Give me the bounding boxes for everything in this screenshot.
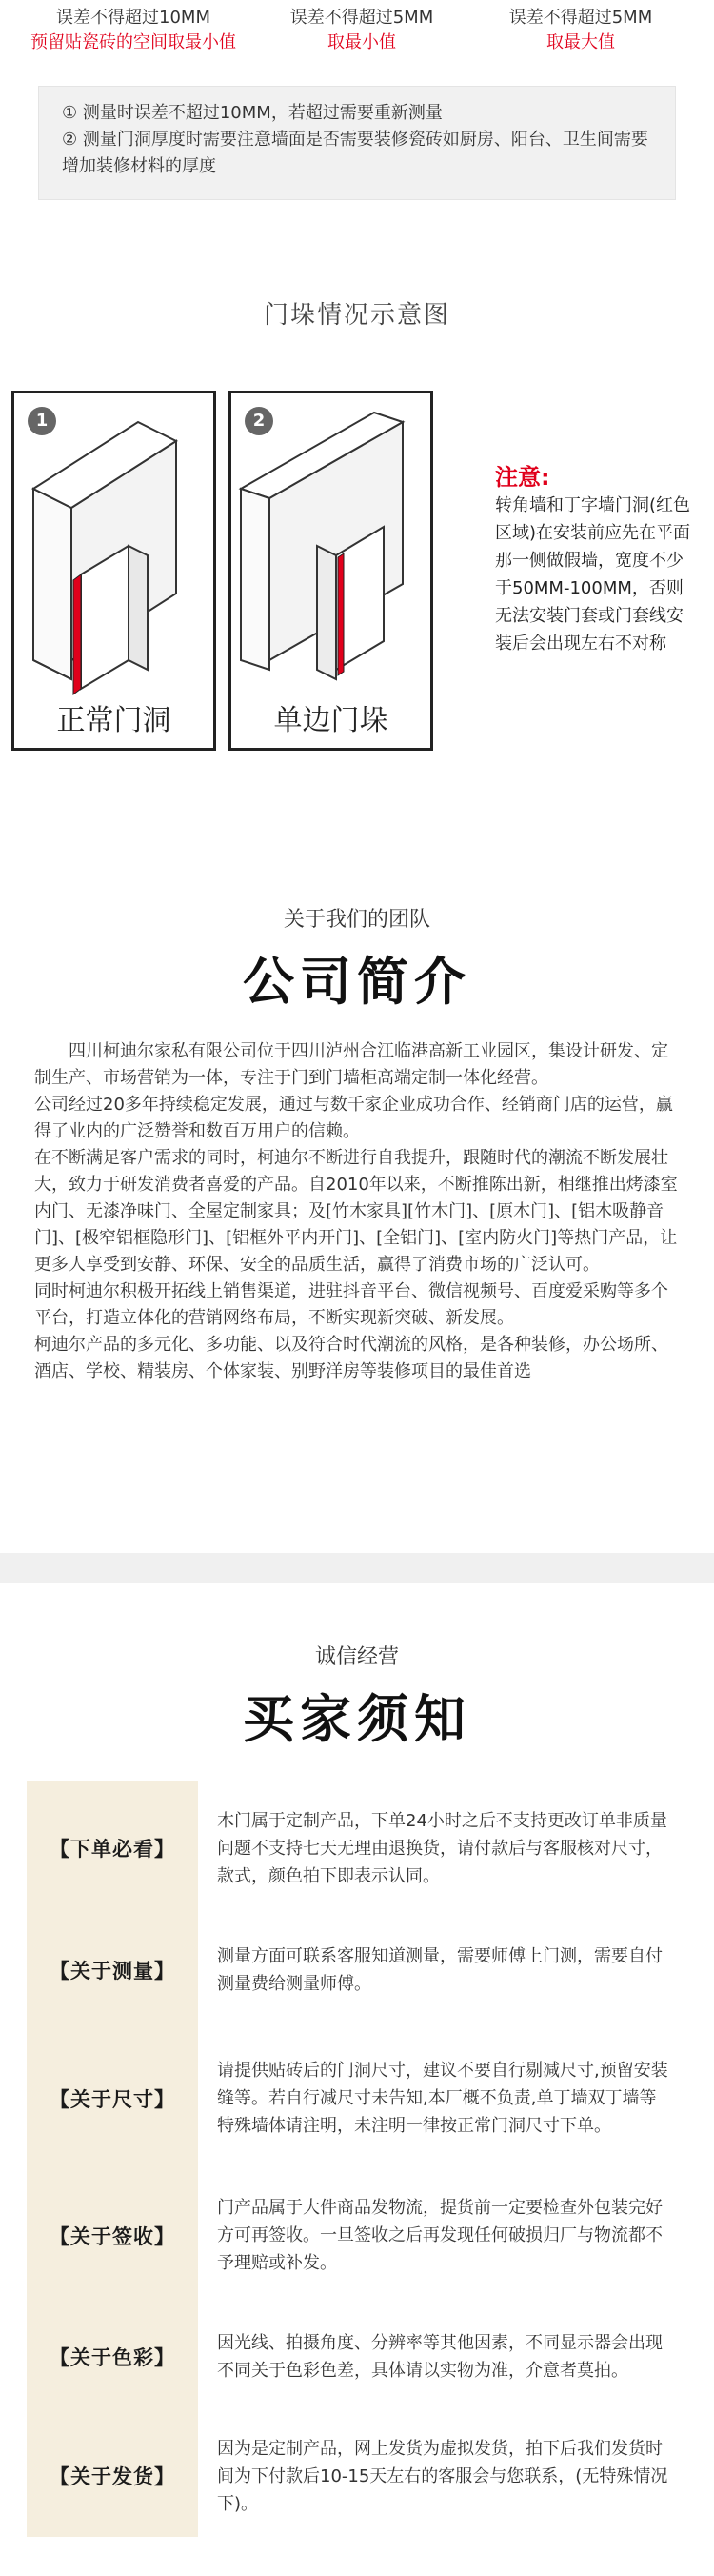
measure-col-3-rule: 取最大值	[546, 32, 615, 52]
notice-row-value: 门产品属于大件商品发物流，提货前一定要检查外包装完好方可再签收。一旦签收之后再发现任何破损归厂与物流都不予理赔或补发。	[217, 2198, 663, 2273]
panel-number-badge-2: 2	[245, 407, 273, 435]
panel-number-badge-1: 1	[28, 407, 56, 435]
intro-paragraph-2: 公司经过20多年持续稳定发展，通过与数千家企业成功合作、经销商门店的运营，赢得了业内的广泛赞誉和数百万用户的信赖。	[34, 1095, 673, 1141]
notice-row-measure	[27, 1915, 687, 2024]
notice-row-order	[27, 1781, 687, 1915]
measure-col-2-tolerance: 误差不得超过5MM	[289, 8, 434, 28]
diagram-title: 门垛情况示意图	[263, 301, 450, 330]
diagram-attention-note	[495, 463, 700, 657]
measure-col-3-tolerance: 误差不得超过5MM	[508, 8, 653, 28]
notice-row-key: 【关于色彩】	[27, 2299, 198, 2415]
notice-row-size	[27, 2024, 687, 2172]
intro-paragraph-4: 同时柯迪尔积极开拓线上销售渠道，进驻抖音平台、微信视频号、百度爱采购等多个平台，打造立体化的营销网络布局，不断实现新突破、新发展。	[34, 1281, 668, 1328]
measure-col-1-rule: 预留贴瓷砖的空间取最小值	[30, 32, 236, 52]
measure-col-2	[276, 6, 447, 55]
notice-title: 买家须知	[243, 1689, 471, 1749]
diagram-panel-single-pillar	[228, 391, 433, 751]
notice-row-shipping	[27, 2415, 687, 2537]
notice-row-key: 【关于测量】	[27, 1915, 198, 2024]
intro-paragraph-1: 四川柯迪尔家私有限公司位于四川泸州合江临港高新工业园区，集设计研发、定制生产、市场营销为一体，专注于门到门墙柜高端定制一体化经营。	[34, 1041, 668, 1088]
section-divider	[0, 1553, 714, 1583]
measure-col-1-tolerance: 误差不得超过10MM	[56, 8, 210, 28]
measurement-strip	[0, 0, 714, 95]
normal-opening-illustration	[14, 393, 213, 748]
attention-text: 转角墙和丁字墙门洞(红色区域)在安装前应先在平面那一侧做假墙，宽度不少于50MM-100MM，否则无法安装门套或门套线安装后会出现左右不对称	[495, 495, 691, 654]
notice-row-key: 【关于发货】	[27, 2415, 198, 2537]
about-subtitle: 关于我们的团队	[283, 908, 430, 932]
notice-subtitle: 诚信经营	[314, 1645, 399, 1669]
company-intro-text	[34, 1038, 684, 1385]
notice-row-value: 因光线、拍摄角度、分辨率等其他因素，不同显示器会出现不同关于色彩色差，具体请以实物为准，介意者莫拍。	[217, 2333, 663, 2381]
notice-row-color	[27, 2299, 687, 2415]
measure-col-3	[486, 6, 676, 55]
notice-row-signing	[27, 2172, 687, 2299]
notice-row-value: 请提供贴砖后的门洞尺寸，建议不要自行剔减尺寸,预留安装缝等。若自行减尺寸未告知,本厂概不负责,单丁墙双丁墙等特殊墙体请注明，未注明一律按正常门洞尺寸下单。	[217, 2061, 668, 2136]
measurement-notes	[38, 86, 676, 200]
measurement-note-1: ① 测量时误差不超过10MM，若超过需要重新测量	[62, 103, 443, 123]
notice-row-key: 【下单必看】	[27, 1781, 198, 1915]
panel-caption-single-pillar: 单边门垛	[273, 704, 388, 737]
notice-row-key: 【关于尺寸】	[27, 2024, 198, 2172]
notice-row-value: 测量方面可联系客服知道测量，需要师傅上门测，需要自付测量费给测量师傅。	[217, 1945, 663, 1994]
notice-row-value: 因为是定制产品，网上发货为虚拟发货，拍下后我们发货时间为下付款后10-15天左右的客服会与您联系，(无特殊情况下)。	[217, 2438, 668, 2514]
measurement-note-2: ② 测量门洞厚度时需要注意墙面是否需要装修瓷砖如厨房、阳台、卫生间需要增加装修材料的厚度	[62, 130, 648, 176]
about-title: 公司简介	[243, 952, 471, 1012]
measure-col-1	[29, 6, 238, 55]
notice-row-key: 【关于签收】	[27, 2172, 198, 2299]
diagram-panel-normal-opening	[11, 391, 216, 751]
measure-col-2-rule: 取最小值	[327, 32, 396, 52]
single-pillar-illustration	[231, 393, 430, 748]
buyer-notice-table	[27, 1781, 687, 2537]
notice-row-value: 木门属于定制产品，下单24小时之后不支持更改订单非质量问题不支持七天无理由退换货，请付款后与客服核对尺寸，款式，颜色拍下即表示认同。	[217, 1810, 667, 1886]
panel-caption-normal-opening: 正常门洞	[56, 704, 171, 737]
attention-label: 注意:	[495, 464, 550, 491]
intro-paragraph-5: 柯迪尔产品的多元化、多功能、以及符合时代潮流的风格，是各种装修，办公场所、酒店、学校、精装房、个体家装、别野洋房等装修项目的最佳首选	[34, 1335, 668, 1381]
intro-paragraph-3: 在不断满足客户需求的同时，柯迪尔不断进行自我提升，跟随时代的潮流不断发展壮大，致力于研发消费者喜爱的产品。自2010年以来，不断推陈出新，相继推出烤漆室内门、无漆净味门、全屋定制家具；及[竹木家具][竹木门]、[原木门]、[铝木吸静音门]、[极窄铝框隐形门]、[铝框外平内开门]、[全铝门]、[室内防火门]等热门产品，让更多人享受到安静、环保、安全的品质生活，赢得了消费市场的广泛认可。	[34, 1148, 678, 1275]
